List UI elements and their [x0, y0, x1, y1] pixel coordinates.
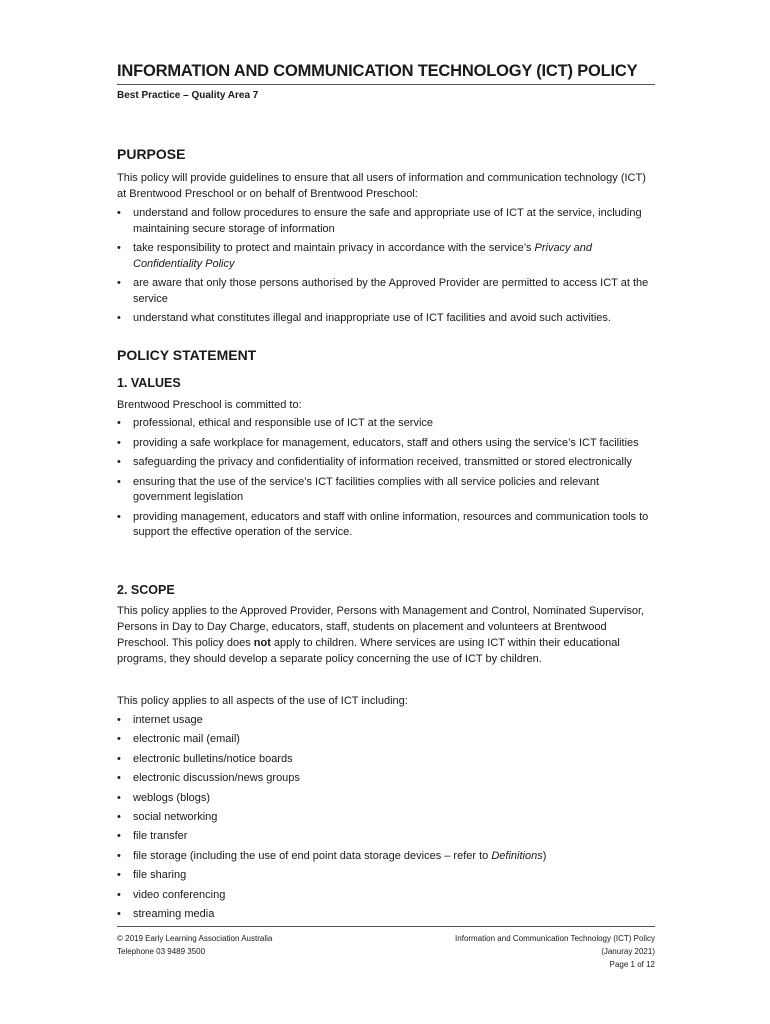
page-title: INFORMATION AND COMMUNICATION TECHNOLOGY (ICT) POLICY	[117, 62, 655, 85]
scope-paragraph-2: This policy applies to all aspects of the use of ICT including:	[117, 695, 408, 707]
footer-doc-title: Information and Communication Technology (ICT) Policy	[455, 934, 655, 943]
list-item: • electronic discussion/news groups	[117, 771, 657, 787]
footer-page-number: Page 1 of 12	[609, 960, 655, 969]
list-item: • internet usage	[117, 713, 657, 729]
footer-divider	[117, 926, 655, 927]
list-item: • streaming media	[117, 907, 657, 923]
list-item: • electronic bulletins/notice boards	[117, 752, 657, 768]
scope-heading: 2. SCOPE	[117, 583, 175, 597]
list-item: • file storage (including the use of end point data storage devices – refer to Definitions)	[117, 849, 657, 865]
list-item: • safeguarding the privacy and confidentiality of information received, transmitted or stored electronically	[117, 455, 657, 471]
list-item: • electronic mail (email)	[117, 732, 657, 748]
list-item: • ensuring that the use of the service’s ICT facilities complies with all service policies and relevant government legislation	[117, 475, 657, 506]
page-subtitle: Best Practice – Quality Area 7	[117, 90, 259, 101]
list-item: • professional, ethical and responsible use of ICT at the service	[117, 416, 657, 432]
scope-list	[117, 713, 657, 926]
values-heading: 1. VALUES	[117, 376, 181, 390]
purpose-intro: This policy will provide guidelines to ensure that all users of information and communication technology (ICT) at Brentwood Preschool or on behalf of Brentwood Preschool:	[117, 172, 646, 200]
list-item: • file transfer	[117, 829, 657, 845]
scope-paragraph: This policy applies to the Approved Provider, Persons with Management and Control, Nominated Supervisor, Persons in Day to Day Charge, educators, staff, students on placement and volunteers at Brentwood Preschool. This policy does not apply to children. Where services are using ICT within their educational programs, they should develop a separate policy concerning the use of ICT by children.	[117, 605, 645, 665]
purpose-heading: PURPOSE	[117, 146, 186, 162]
list-item: • providing a safe workplace for management, educators, staff and others using the service’s ICT facilities	[117, 436, 657, 452]
values-list	[117, 416, 657, 545]
policy-statement-heading: POLICY STATEMENT	[117, 347, 257, 363]
list-item: • video conferencing	[117, 888, 657, 904]
purpose-list	[117, 206, 657, 331]
list-item: • are aware that only those persons authorised by the Approved Provider are permitted to access ICT at the service	[117, 276, 657, 307]
footer-left	[117, 932, 272, 958]
values-intro: Brentwood Preschool is committed to:	[117, 399, 302, 411]
list-item: • social networking	[117, 810, 657, 826]
footer-date: (Januray 2021)	[601, 947, 655, 956]
footer-right	[455, 932, 655, 971]
list-item: • understand what constitutes illegal and inappropriate use of ICT facilities and avoid such activities.	[117, 311, 657, 327]
footer-telephone: Telephone 03 9489 3500	[117, 947, 206, 956]
list-item: • weblogs (blogs)	[117, 791, 657, 807]
list-item: • file sharing	[117, 868, 657, 884]
footer-copyright: © 2019 Early Learning Association Australia	[117, 934, 273, 943]
list-item: • providing management, educators and staff with online information, resources and communication tools to support the effective operation of the service.	[117, 510, 657, 541]
list-item: • understand and follow procedures to ensure the safe and appropriate use of ICT at the service, including maintaining secure storage of information	[117, 206, 657, 237]
list-item: • take responsibility to protect and maintain privacy in accordance with the service’s Privacy and Confidentiality Policy	[117, 241, 657, 272]
